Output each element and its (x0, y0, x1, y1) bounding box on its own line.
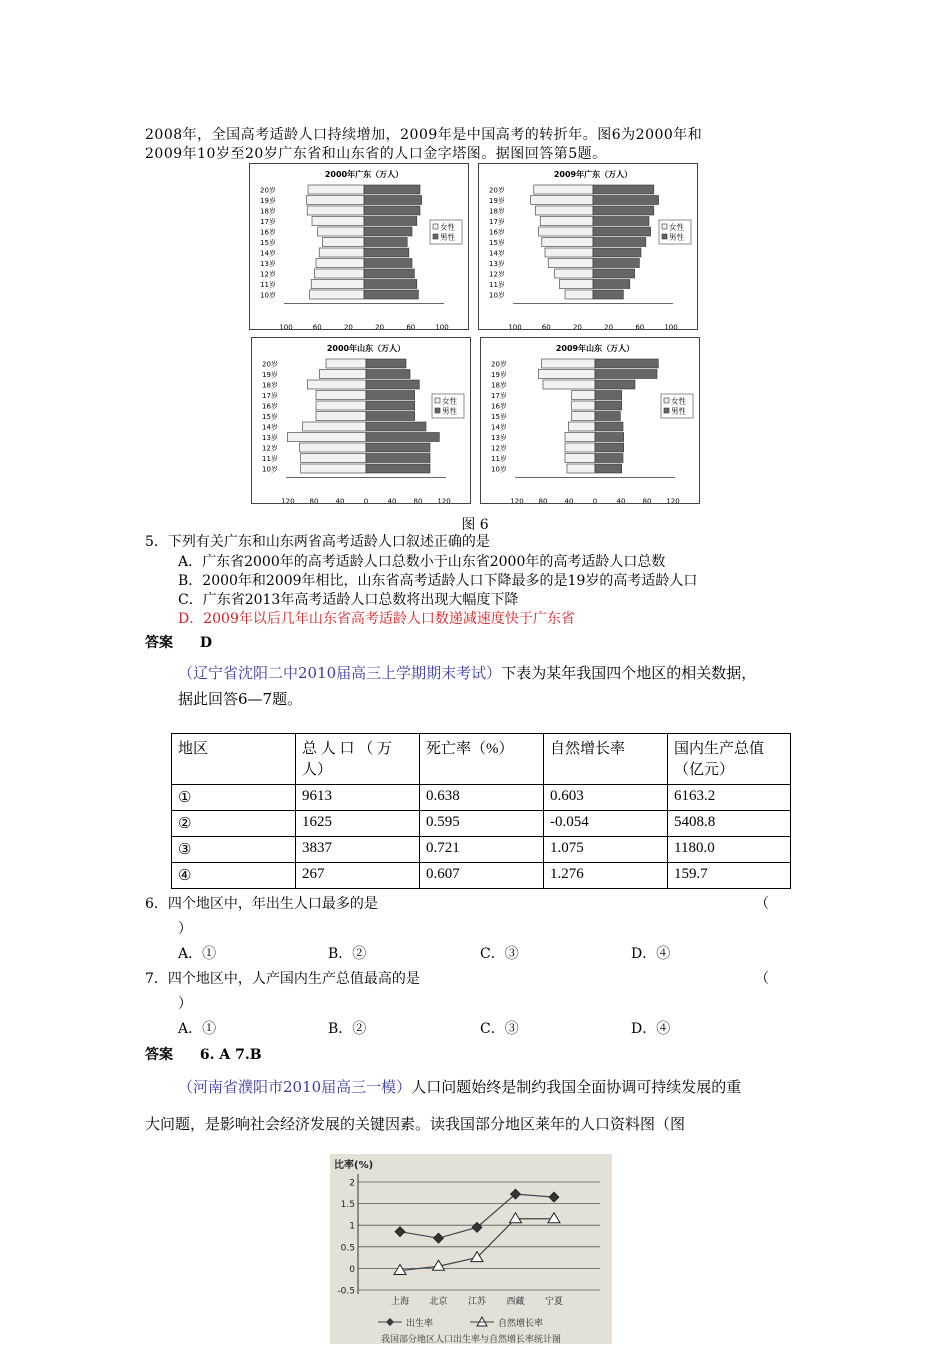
axis-tick-label: 20 (572, 323, 582, 329)
male-bar (593, 206, 654, 215)
male-bar (595, 370, 657, 379)
age-label: 10岁 (489, 291, 505, 300)
female-bar (542, 238, 593, 247)
legend-label-female: 女性 (440, 222, 455, 232)
female-bar (319, 370, 366, 379)
x-tick-label: 上海 (390, 1297, 410, 1307)
male-bar (595, 401, 622, 410)
axis-tick-label: 40 (616, 497, 626, 503)
x-tick-label: 江苏 (467, 1297, 487, 1307)
axis-tick-label: 20 (375, 323, 385, 329)
female-bar (316, 391, 366, 400)
age-label: 13岁 (262, 434, 278, 442)
table-cell: 3837 (296, 837, 420, 863)
table-cell: ③ (172, 837, 296, 863)
age-label: 15岁 (491, 413, 507, 421)
table-row (172, 785, 791, 811)
legend-label-male: 男性 (671, 406, 686, 416)
legend-label-male: 男性 (669, 232, 684, 242)
age-label: 12岁 (489, 270, 505, 279)
table-cell: 5408.8 (668, 811, 791, 837)
table-header-cell: 国内生产总值 （亿元） (668, 734, 791, 785)
axis-tick-label: 60 (635, 323, 645, 329)
legend-swatch-female (435, 398, 440, 403)
answer-label: 答案 (145, 635, 173, 651)
legend-label-male: 男性 (440, 232, 455, 242)
table-cell: 0.607 (420, 863, 544, 889)
table-cell: 6163.2 (668, 785, 791, 811)
q7-option-a: A．① (178, 1021, 217, 1037)
legend-label-female: 女性 (671, 396, 686, 406)
female-bar (322, 238, 364, 247)
q5-stem: 5．下列有关广东和山东两省高考适龄人口叙述正确的是 (145, 534, 490, 550)
axis-tick-label: 120 (510, 497, 524, 503)
table-cell: ① (172, 785, 296, 811)
male-bar (595, 380, 635, 389)
age-label: 14岁 (491, 423, 507, 432)
female-bar (565, 454, 595, 463)
axis-tick-label: 80 (413, 497, 423, 503)
legend-swatch-male (664, 408, 669, 413)
age-label: 20岁 (262, 360, 278, 369)
age-label: 16岁 (491, 402, 507, 411)
axis-tick-label: 60 (312, 323, 322, 329)
region-data-table (171, 733, 791, 889)
q7-paren-open: （ (755, 971, 769, 987)
q67-answer (145, 1044, 262, 1064)
q7-paren-close: ） (178, 996, 192, 1012)
section2-text-b: 据此回答6—7题。 (178, 690, 303, 708)
male-bar (366, 422, 426, 431)
male-bar (364, 217, 417, 226)
age-label: 17岁 (260, 218, 276, 226)
age-label: 20岁 (260, 186, 276, 195)
axis-tick-label: 100 (664, 323, 678, 329)
table-row (172, 837, 791, 863)
table-row (172, 811, 791, 837)
axis-tick-label: 100 (279, 323, 293, 329)
age-label: 20岁 (491, 360, 507, 369)
male-bar (366, 391, 415, 400)
male-bar (595, 391, 622, 400)
pyramid-title: 2009年山东（万人） (555, 344, 635, 353)
age-label: 16岁 (262, 402, 278, 411)
female-bar (311, 280, 364, 289)
age-label: 14岁 (260, 249, 276, 258)
table-cell: 1.075 (544, 837, 668, 863)
female-bar (303, 422, 366, 431)
q6-option-a: A．① (178, 946, 217, 962)
male-bar (366, 401, 415, 410)
female-bar (314, 269, 364, 278)
x-tick-label: 宁夏 (544, 1297, 564, 1307)
male-bar (366, 443, 430, 452)
table-header-cell: 死亡率（%） (420, 734, 544, 785)
legend-swatch-female (662, 224, 667, 229)
figure-caption: 图 6 (461, 517, 489, 533)
male-bar (595, 443, 624, 452)
male-bar (593, 196, 659, 205)
male-bar (595, 422, 623, 431)
data-point-diamond (395, 1227, 405, 1237)
age-label: 10岁 (260, 291, 276, 300)
age-label: 10岁 (491, 465, 507, 474)
age-label: 15岁 (489, 239, 505, 247)
female-bar (301, 464, 366, 473)
male-bar (593, 185, 654, 194)
age-label: 12岁 (491, 444, 507, 453)
legend-swatch-female (664, 398, 669, 403)
female-bar (299, 443, 366, 452)
female-bar (535, 206, 593, 215)
male-bar (366, 433, 439, 442)
pyramid-guangdong-2009 (478, 163, 698, 330)
male-bar (366, 412, 415, 421)
axis-tick-label: 60 (541, 323, 551, 329)
age-label: 19岁 (262, 371, 278, 379)
female-bar (548, 259, 593, 268)
female-bar (565, 290, 593, 299)
female-bar (572, 391, 595, 400)
male-bar (593, 280, 630, 289)
q6-option-d: D．④ (631, 946, 671, 962)
pyramid-guangdong-2000 (249, 163, 469, 330)
axis-tick-label: 20 (604, 323, 614, 329)
pyramid-title: 2000年广东（万人） (324, 170, 404, 179)
axis-tick-label: 100 (435, 323, 449, 329)
female-bar (326, 359, 366, 368)
age-label: 11岁 (489, 281, 505, 289)
female-bar (319, 248, 364, 257)
y-tick-label: 0.5 (340, 1243, 355, 1254)
axis-tick-label: 120 (437, 497, 451, 503)
pyramid-shandong-2009 (480, 337, 700, 504)
male-bar (595, 433, 624, 442)
table-row (172, 863, 791, 889)
q7-option-b: B．② (328, 1021, 367, 1037)
female-bar (572, 401, 595, 410)
female-bar (538, 370, 595, 379)
legend-label-growth: 自然增长率 (498, 1319, 544, 1329)
female-bar (310, 290, 364, 299)
male-bar (593, 290, 623, 299)
male-bar (593, 248, 641, 257)
legend-swatch-male (662, 234, 667, 239)
male-bar (364, 238, 407, 247)
female-bar (545, 248, 593, 257)
y-tick-label: 0 (349, 1264, 355, 1275)
female-bar (542, 359, 595, 368)
female-bar (565, 443, 595, 452)
male-bar (364, 206, 420, 215)
age-label: 11岁 (260, 281, 276, 289)
table-cell: 0.595 (420, 811, 544, 837)
female-bar (540, 217, 593, 226)
q7-option-d: D．④ (631, 1021, 671, 1037)
q6-paren-close: ） (178, 921, 192, 937)
table-header-row (172, 734, 791, 785)
legend-swatch-female (433, 224, 438, 229)
table-cell: 267 (296, 863, 420, 889)
axis-tick-label: 80 (538, 497, 548, 503)
section2-text-a: 下表为某年我国四个地区的相关数据， (501, 664, 757, 682)
female-bar (301, 454, 366, 463)
x-tick-label: 西藏 (506, 1297, 525, 1307)
axis-tick-label: 20 (343, 323, 353, 329)
female-bar (539, 227, 593, 236)
table-cell: 1.276 (544, 863, 668, 889)
female-bar (307, 380, 366, 389)
data-point-triangle (548, 1213, 560, 1223)
male-bar (364, 259, 412, 268)
chart-caption: 我国部分地区人口出生率与自然增长率统计图 (380, 1335, 562, 1344)
age-label: 16岁 (260, 228, 276, 237)
male-bar (364, 280, 417, 289)
pyramid-title: 2000年山东（万人） (326, 344, 406, 353)
axis-tick-label: 0 (363, 497, 369, 503)
axis-tick-label: 100 (508, 323, 522, 329)
pyramid-title: 2009年广东（万人） (553, 170, 633, 179)
age-label: 17岁 (489, 218, 505, 226)
female-bar (543, 380, 595, 389)
pyramid-shandong-2000 (251, 337, 471, 504)
section3-text-b: 大问题，是影响社会经济发展的关键因素。读我国部分地区莱年的人口资料图（图 (145, 1115, 686, 1133)
female-bar (568, 422, 595, 431)
y-tick-label: 1.5 (340, 1200, 355, 1211)
axis-tick-label: 40 (335, 497, 345, 503)
male-bar (364, 185, 420, 194)
male-bar (593, 217, 649, 226)
age-label: 15岁 (260, 239, 276, 247)
q5-option-b: B．2000年和2009年相比，山东省高考适龄人口下降最多的是19岁的高考适龄人口 (178, 573, 698, 589)
male-bar (593, 259, 639, 268)
female-bar (316, 401, 366, 410)
table-cell: ④ (172, 863, 296, 889)
table-cell: 1180.0 (668, 837, 791, 863)
legend-swatch-male (433, 234, 438, 239)
axis-tick-label: 60 (406, 323, 416, 329)
male-bar (595, 359, 658, 368)
table-cell: 0.638 (420, 785, 544, 811)
female-bar (572, 412, 595, 421)
axis-tick-label: 40 (387, 497, 397, 503)
axis-tick-label: 0 (592, 497, 598, 503)
male-bar (364, 196, 422, 205)
male-bar (364, 269, 414, 278)
table-cell: 1625 (296, 811, 420, 837)
male-bar (593, 227, 651, 236)
legend-label-female: 女性 (442, 396, 457, 406)
age-label: 14岁 (489, 249, 505, 258)
male-bar (366, 454, 430, 463)
age-label: 11岁 (491, 455, 507, 463)
male-bar (364, 290, 418, 299)
age-label: 19岁 (491, 371, 507, 379)
q6-option-b: B．② (328, 946, 367, 962)
age-label: 20岁 (489, 186, 505, 195)
age-label: 12岁 (262, 444, 278, 453)
section2-intro (178, 662, 756, 683)
table-header-cell: 总 人 口 （ 万 人） (296, 734, 420, 785)
age-label: 14岁 (262, 423, 278, 432)
table-header-cell: 地区 (172, 734, 296, 785)
q5-option-a: A．广东省2000年的高考适龄人口总数小于山东省2000年的高考适龄人口总数 (178, 554, 666, 570)
age-label: 13岁 (260, 260, 276, 268)
data-point-triangle (510, 1213, 522, 1223)
legend-label-birth: 出生率 (406, 1319, 434, 1329)
q5-option-c: C．广东省2013年高考适龄人口总数将出现大幅度下降 (178, 592, 519, 608)
birth-growth-rate-chart (330, 1154, 612, 1344)
age-label: 10岁 (262, 465, 278, 474)
male-bar (364, 227, 412, 236)
table-header-cell: 自然增长率 (544, 734, 668, 785)
male-bar (364, 248, 409, 257)
age-label: 12岁 (260, 270, 276, 279)
section3-text-a: 人口问题始终是制约我国全面协调可持续发展的重 (411, 1078, 742, 1096)
female-bar (318, 227, 364, 236)
female-bar (306, 196, 364, 205)
intro-line-2: 2009年10岁至20岁广东省和山东省的人口金字塔图。据图回答第5题。 (145, 146, 607, 162)
answer-value: 6. A 7.B (199, 1047, 262, 1063)
age-label: 16岁 (489, 228, 505, 237)
table-cell: 0.603 (544, 785, 668, 811)
y-tick-label: -0.5 (337, 1286, 355, 1297)
q5-answer (145, 632, 212, 652)
axis-tick-label: 80 (309, 497, 319, 503)
legend-label-male: 男性 (442, 406, 457, 416)
chart-ylabel: 比率(%) (334, 1160, 374, 1171)
male-bar (366, 359, 406, 368)
male-bar (595, 464, 622, 473)
axis-tick-label: 40 (564, 497, 574, 503)
age-label: 13岁 (491, 434, 507, 442)
data-point-diamond (434, 1233, 444, 1243)
male-bar (366, 370, 410, 379)
axis-tick-label: 120 (666, 497, 680, 503)
q6-paren-open: （ (755, 896, 769, 912)
table-cell: -0.054 (544, 811, 668, 837)
male-bar (366, 380, 419, 389)
x-tick-label: 北京 (429, 1297, 448, 1307)
y-tick-label: 2 (349, 1178, 355, 1189)
age-label: 17岁 (491, 392, 507, 400)
male-bar (595, 454, 623, 463)
female-bar (287, 433, 366, 442)
age-label: 18岁 (260, 207, 276, 216)
age-label: 15岁 (262, 413, 278, 421)
q6-option-c: C．③ (480, 946, 519, 962)
female-bar (312, 217, 364, 226)
female-bar (307, 206, 364, 215)
legend-label-female: 女性 (669, 222, 684, 232)
age-label: 13岁 (489, 260, 505, 268)
female-bar (555, 269, 593, 278)
section3-intro (178, 1076, 741, 1097)
age-label: 19岁 (489, 197, 505, 205)
axis-tick-label: 120 (281, 497, 295, 503)
q6-stem: 6．四个地区中，年出生人口最多的是 (145, 896, 378, 912)
age-label: 18岁 (491, 381, 507, 390)
table-cell: 0.721 (420, 837, 544, 863)
female-bar (531, 196, 593, 205)
data-point-diamond (549, 1192, 559, 1202)
axis-tick-label: 80 (642, 497, 652, 503)
female-bar (316, 412, 366, 421)
male-bar (593, 238, 646, 247)
female-bar (567, 464, 595, 473)
male-bar (593, 269, 635, 278)
female-bar (316, 259, 364, 268)
y-tick-label: 1 (349, 1221, 355, 1232)
female-bar (534, 185, 593, 194)
section2-source: （辽宁省沈阳二中2010届高三上学期期末考试） (178, 664, 502, 682)
age-label: 11岁 (262, 455, 278, 463)
female-bar (308, 185, 364, 194)
table-cell: 159.7 (668, 863, 791, 889)
female-bar (559, 280, 593, 289)
female-bar (565, 433, 595, 442)
answer-label: 答案 (145, 1047, 173, 1063)
male-bar (595, 412, 620, 421)
age-label: 17岁 (262, 392, 278, 400)
age-label: 18岁 (489, 207, 505, 216)
male-bar (366, 464, 430, 473)
q7-option-c: C．③ (480, 1021, 519, 1037)
age-label: 19岁 (260, 197, 276, 205)
q7-stem: 7．四个地区中，人产国内生产总值最高的是 (145, 971, 420, 987)
table-cell: 9613 (296, 785, 420, 811)
answer-value: D (199, 635, 213, 651)
intro-line-1: 2008年，全国高考适龄人口持续增加，2009年是中国高考的转折年。图6为2000年和 (145, 127, 703, 143)
section3-source: （河南省濮阳市2010届高三一模） (178, 1078, 412, 1096)
q5-option-d: D．2009年以后几年山东省高考适龄人口数递减速度快于广东省 (178, 611, 575, 627)
table-cell: ② (172, 811, 296, 837)
legend-swatch-male (435, 408, 440, 413)
age-label: 18岁 (262, 381, 278, 390)
